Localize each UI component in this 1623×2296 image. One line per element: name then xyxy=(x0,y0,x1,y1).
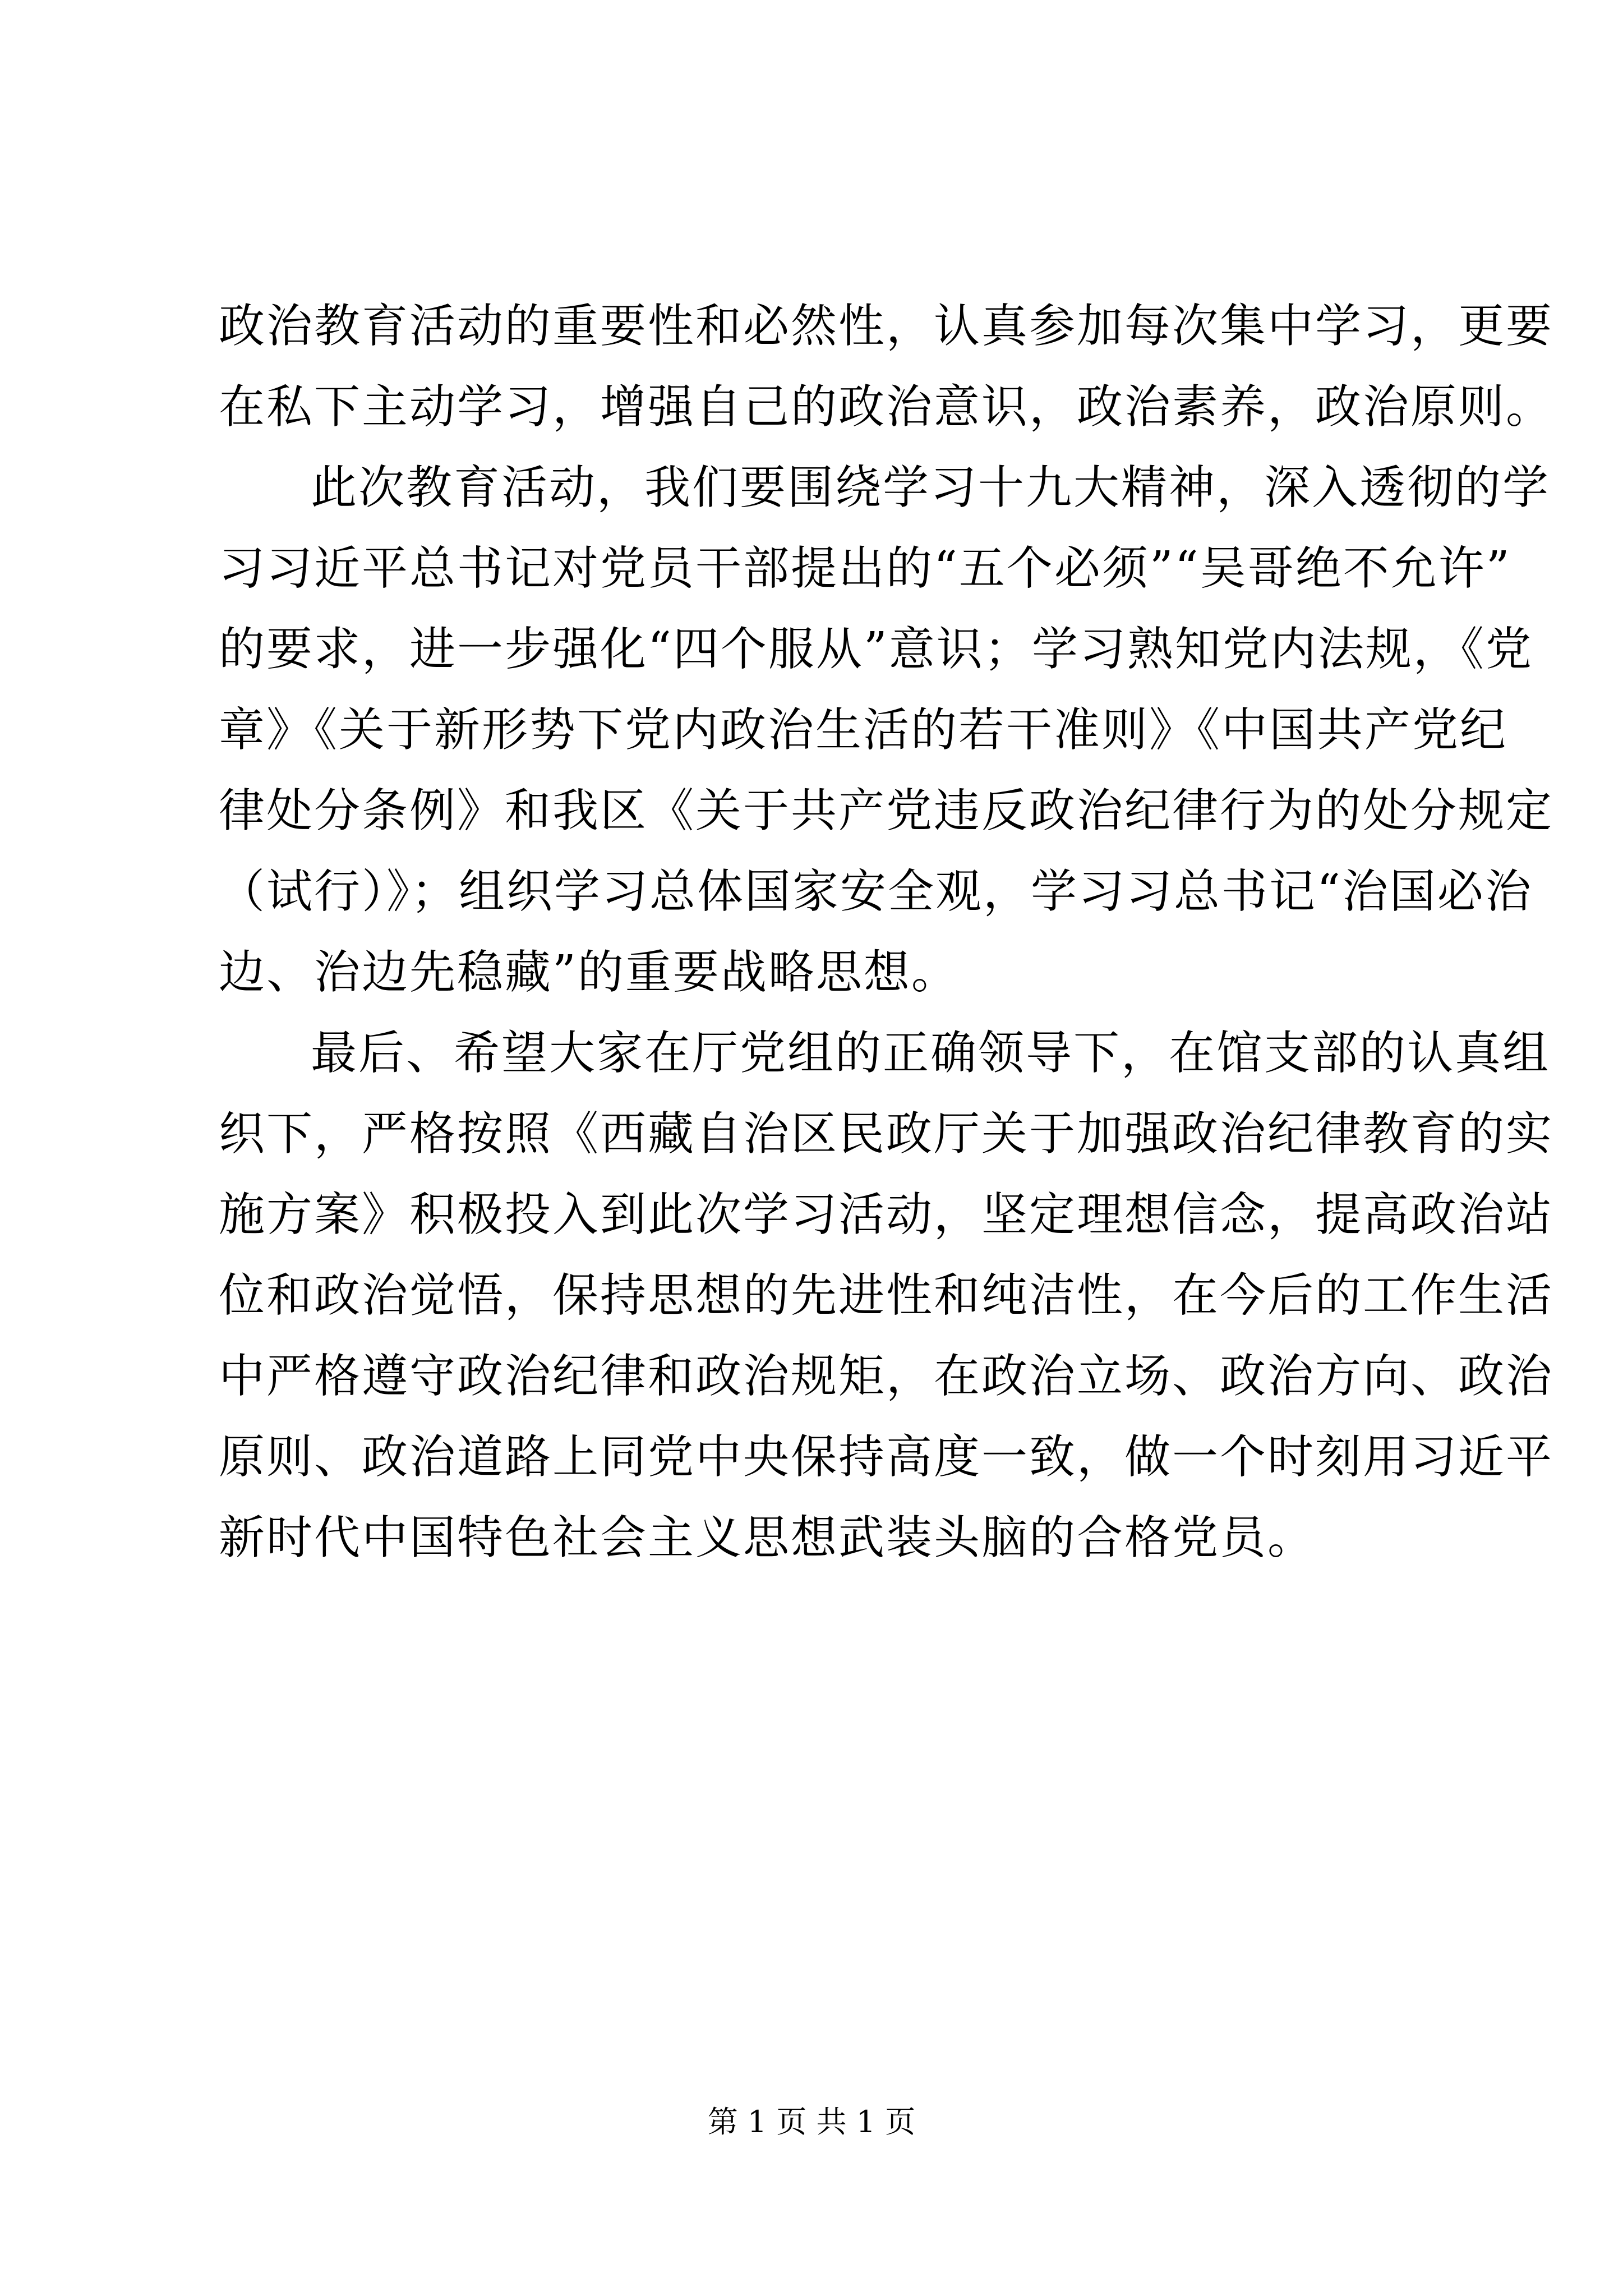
text-line: 织下，严格按照《西藏自治区民政厅关于加强政治纪律教育的实 xyxy=(219,1107,1554,1161)
text-line: 律处分条例》和我区《关于共产党违反政治纪律行为的处分规定 xyxy=(219,784,1554,838)
text-line: （试行）》；组织学习总体国家安全观，学习习总书记“治国必治 xyxy=(219,865,1533,918)
document-body xyxy=(219,286,1554,1579)
text-line: 政治教育活动的重要性和必然性，认真参加每次集中学习，更要 xyxy=(219,300,1554,353)
text-line: 章》《关于新形势下党内政治生活的若干准则》《中国共产党纪 xyxy=(219,703,1508,757)
text-line: 的要求，进一步强化“四个服从”意识；学习熟知党内法规，《党 xyxy=(219,623,1533,676)
text-line: 在私下主动学习，增强自己的政治意识，政治素养，政治原则。 xyxy=(219,380,1554,434)
text-line: 边、治边先稳藏”的重要战略思想。 xyxy=(219,946,959,999)
text-line: 新时代中国特色社会主义思想武装头脑的合格党员。 xyxy=(219,1511,1316,1565)
text-line: 此次教育活动，我们要围绕学习十九大精神，深入透彻的学 xyxy=(311,461,1551,514)
text-line: 中严格遵守政治纪律和政治规矩，在政治立场、政治方向、政治 xyxy=(219,1350,1554,1403)
text-line: 施方案》积极投入到此次学习活动，坚定理想信念，提高政治站 xyxy=(219,1188,1554,1241)
text-line: 最后、希望大家在厅党组的正确领导下，在馆支部的认真组 xyxy=(311,1027,1551,1080)
page-footer: 第 1 页 共 1 页 xyxy=(707,2104,916,2139)
text-line: 位和政治觉悟，保持思想的先进性和纯洁性，在今后的工作生活 xyxy=(219,1269,1554,1322)
text-line: 习习近平总书记对党员干部提出的“五个必须”“吴哥绝不允许” xyxy=(219,542,1511,595)
text-line: 原则、政治道路上同党中央保持高度一致，做一个时刻用习近平 xyxy=(219,1430,1554,1484)
